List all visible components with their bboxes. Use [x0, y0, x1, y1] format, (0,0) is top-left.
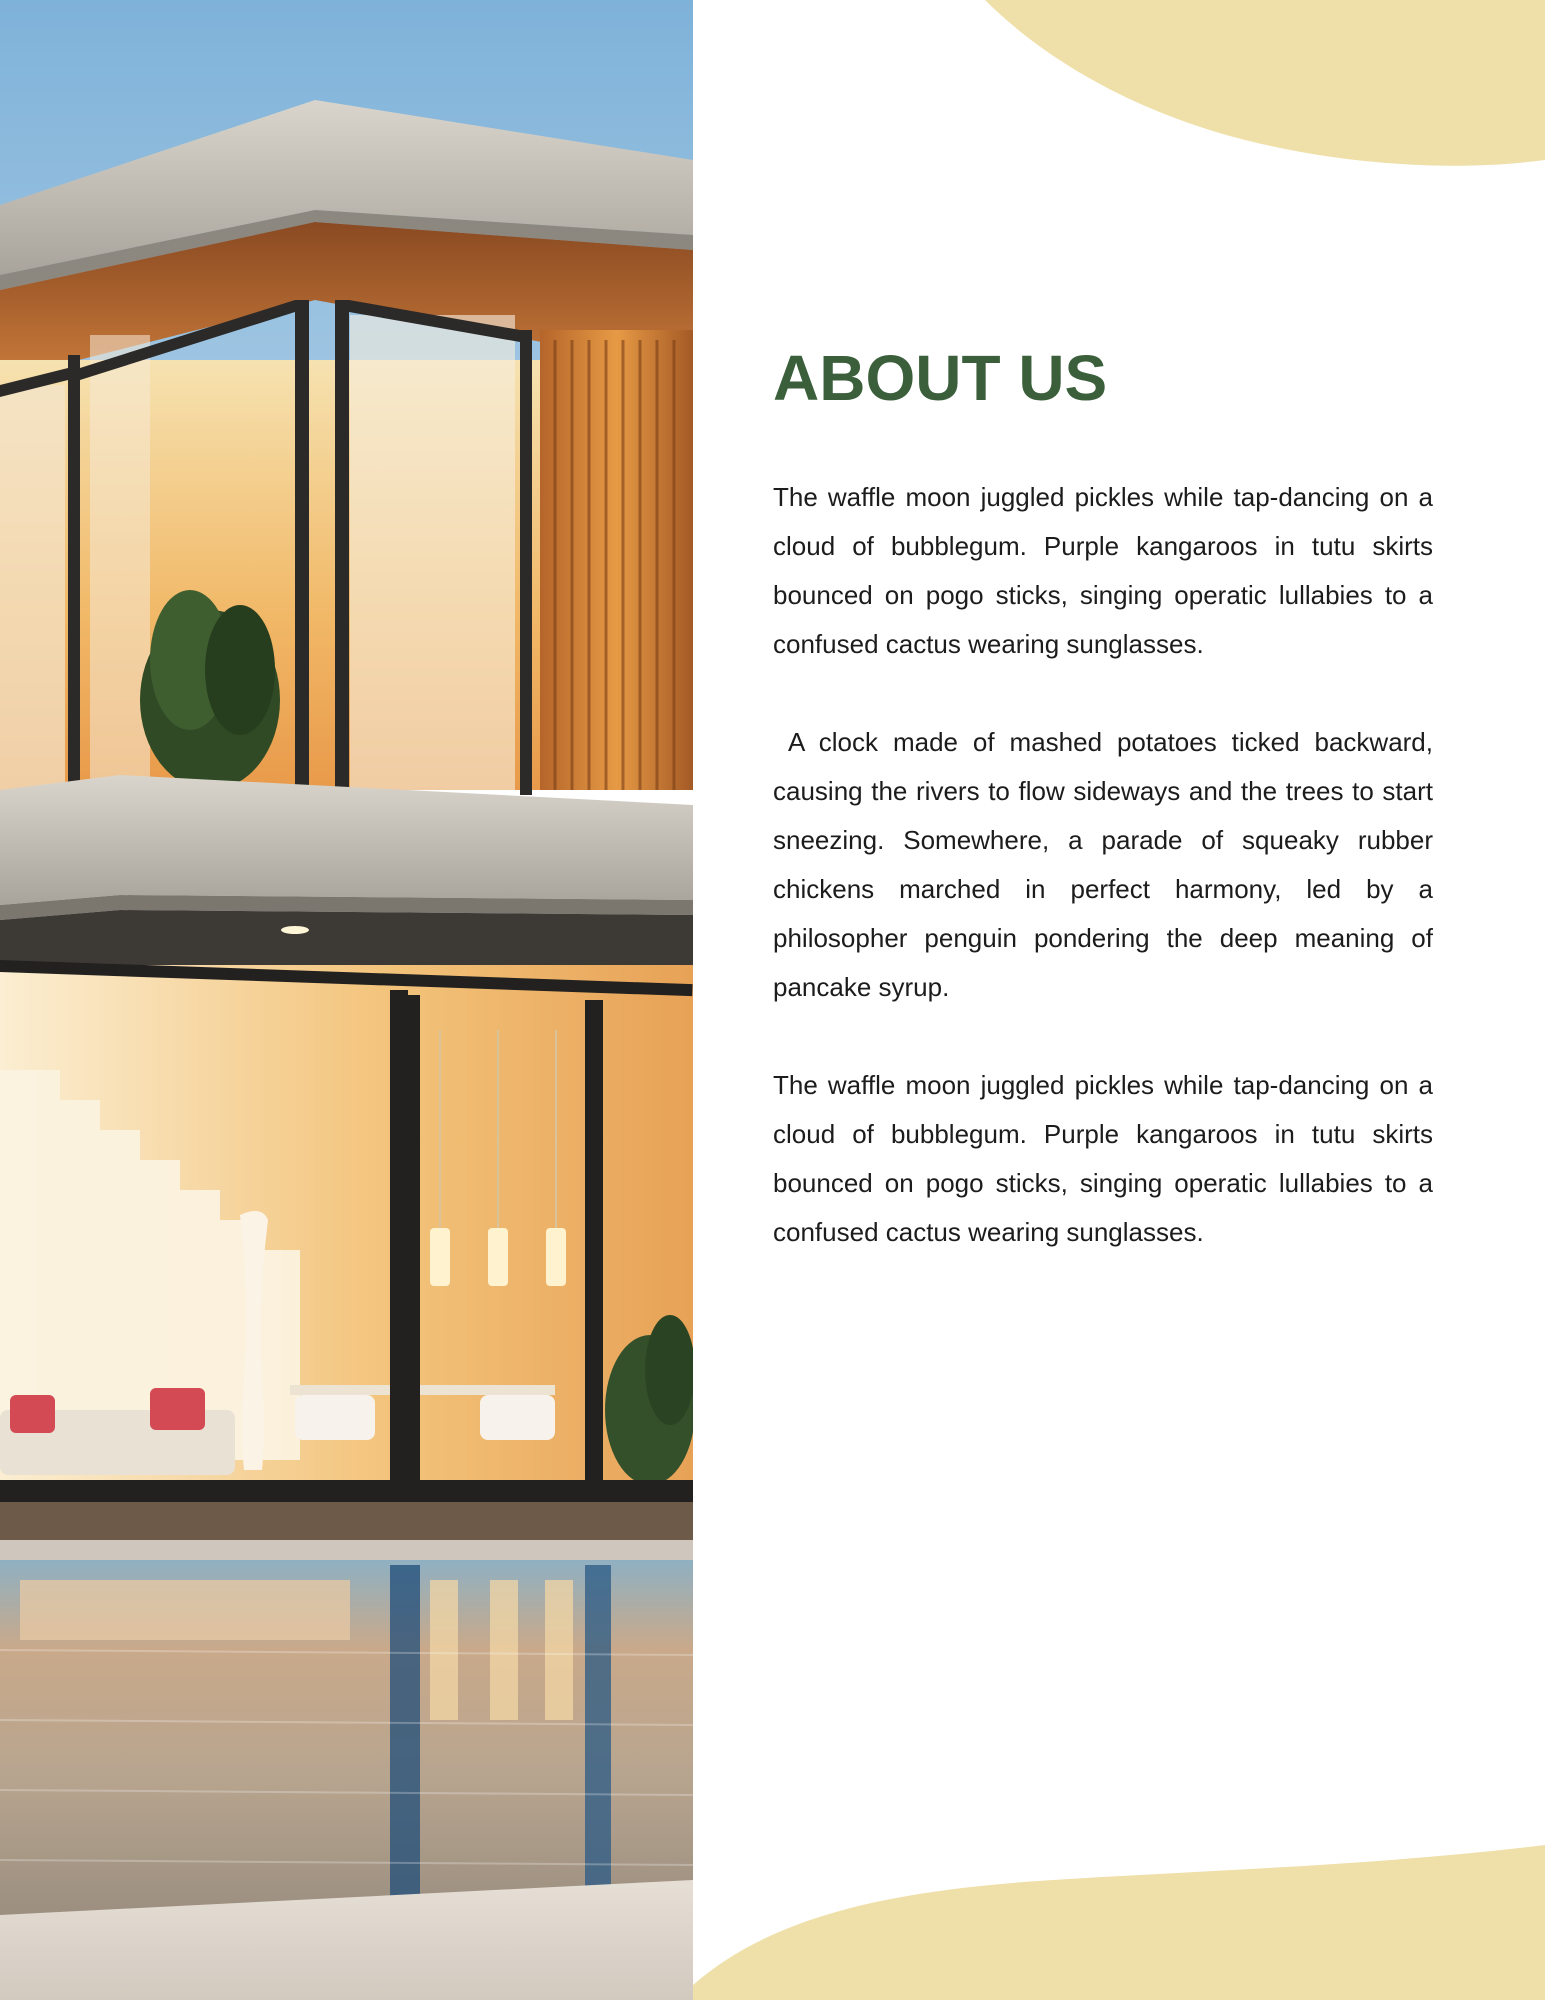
decorative-blob-top: [985, 0, 1545, 170]
decorative-blob-bottom: [693, 1835, 1545, 2000]
about-paragraph-2: A clock made of mashed potatoes ticked backward, causing the rivers to flow sideways and the trees to start sneezing. Somewhere, a parade of squeaky rubber chickens marched in perfect harmony, led by a philosopher penguin pondering the deep meaning of pancake syrup.: [773, 726, 1441, 1002]
modern-house-photo: [0, 0, 693, 2000]
about-paragraph-1: The waffle moon juggled pickles while tap-dancing on a cloud of bubblegum. Purple kangaroos in tutu skirts bounced on pogo sticks, singing operatic lullabies to a confused cactus wearing sunglasses.: [773, 481, 1433, 659]
page-title: ABOUT US: [773, 342, 1108, 414]
about-us-section: [773, 340, 1441, 1257]
about-paragraph-3: The waffle moon juggled pickles while tap-dancing on a cloud of bubblegum. Purple kangaroos in tutu skirts bounced on pogo sticks, singing operatic lullabies to a confused cactus wearing sunglasses.: [773, 1069, 1433, 1247]
